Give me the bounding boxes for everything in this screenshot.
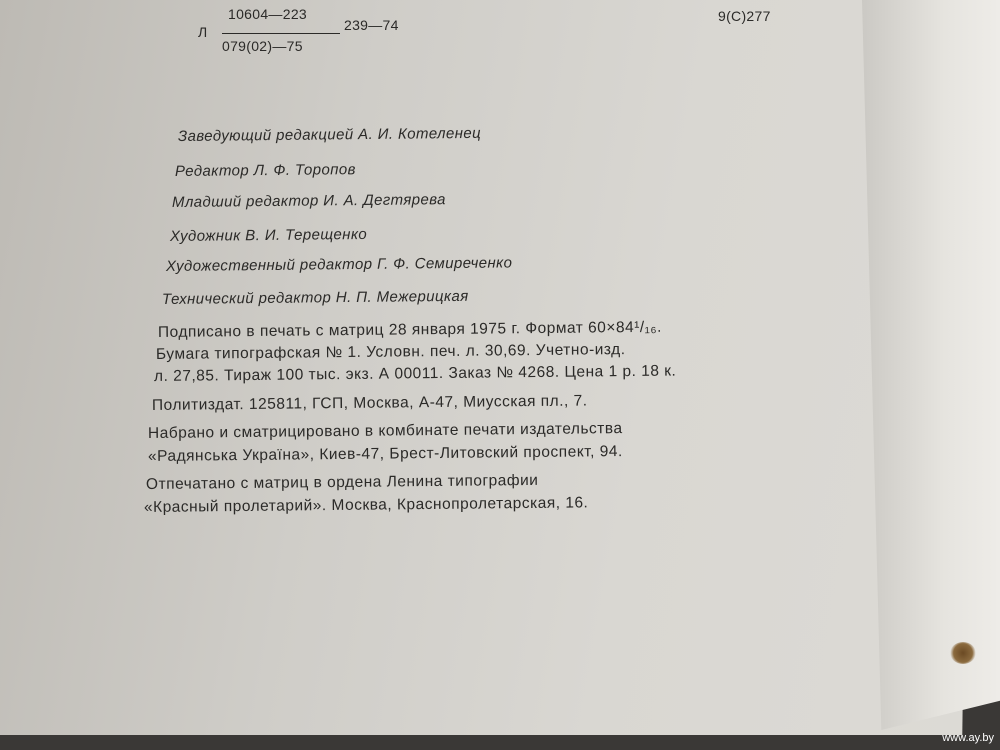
classification-index: 9(С)277 bbox=[718, 8, 771, 24]
staff-line: Художественный редактор Г. Ф. Семиреченко bbox=[165, 254, 513, 275]
staff-line: Редактор Л. Ф. Торопов bbox=[174, 161, 356, 180]
imprint-line: «Красный пролетарий». Москва, Краснопролетарская, 16. bbox=[143, 494, 589, 516]
imprint-line: Отпечатано с матриц в ордена Ленина типографии bbox=[145, 471, 539, 493]
classification-letter: Л bbox=[198, 24, 208, 40]
paper-stain bbox=[950, 642, 976, 664]
staff-line: Младший редактор И. А. Дегтярева bbox=[171, 191, 446, 211]
classification-suffix: 239—74 bbox=[344, 17, 399, 33]
imprint-line: «Радянська Україна», Киев-47, Брест-Литовский проспект, 94. bbox=[147, 443, 623, 465]
staff-line: Заведующий редакцией А. И. Котеленец bbox=[177, 124, 482, 145]
imprint-line: Набрано и сматрицировано в комбинате печати издательства bbox=[147, 420, 623, 442]
classification-numerator: 10604—223 bbox=[228, 6, 307, 22]
watermark: www.ay.by bbox=[942, 732, 994, 744]
classification-denominator: 079(02)—75 bbox=[222, 38, 303, 54]
staff-line: Художник В. И. Терещенко bbox=[169, 225, 368, 245]
imprint-line: Подписано в печать с матриц 28 января 1975 г. Формат 60×84¹/₁₆. bbox=[157, 318, 663, 341]
fraction-line bbox=[222, 33, 340, 34]
staff-line: Технический редактор Н. П. Межерицкая bbox=[161, 287, 469, 308]
page-edge bbox=[862, 0, 1000, 730]
imprint-line: Политиздат. 125811, ГСП, Москва, А-47, Миусская пл., 7. bbox=[151, 392, 588, 414]
imprint-line: Бумага типографская № 1. Условн. печ. л. 30,69. Учетно-изд. bbox=[155, 341, 626, 363]
imprint-line: л. 27,85. Тираж 100 тыс. экз. А 00011. Заказ № 4268. Цена 1 р. 18 к. bbox=[153, 362, 677, 385]
